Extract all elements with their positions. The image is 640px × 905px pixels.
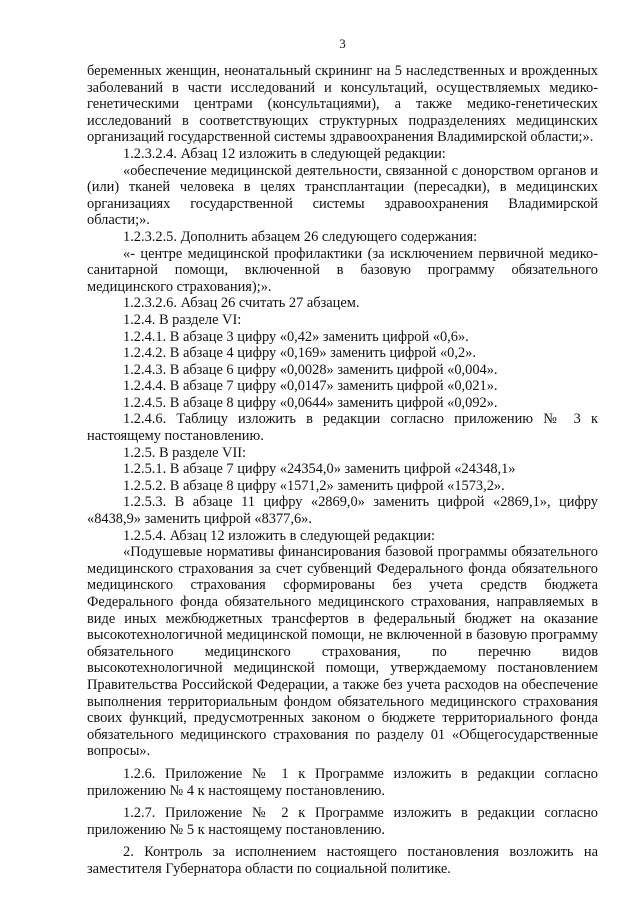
- paragraph: 1.2.4.5. В абзаце 8 цифру «0,0644» заменить цифрой «0,092».: [123, 394, 498, 411]
- paragraph: беременных женщин, неонатальный скрининг на 5 наследственных и врожденных заболеваний в части исследований и консультаций, осуществляемых медико-генетическими центрами (консультациями), а также медико-генетических исследований в соответствующих структурных подразделениях медицинских организаций государственной системы здравоохранения Владимирской области;».: [87, 63, 598, 146]
- paragraph: 1.2.5.4. Абзац 12 изложить в следующей редакции:: [123, 527, 435, 544]
- document-body: [87, 63, 598, 878]
- paragraph: 1.2.4.3. В абзаце 6 цифру «0,0028» заменить цифрой «0,004».: [123, 361, 498, 378]
- paragraph: 1.2.4.2. В абзаце 4 цифру «0,169» заменить цифрой «0,2».: [123, 345, 476, 362]
- paragraph: 1.2.7. Приложение № 2 к Программе изложить в редакции согласно приложению № 5 к настоящему постановлению.: [87, 805, 598, 838]
- paragraph: «Подушевые нормативы финансирования базовой программы обязательного медицинского страхования за счет субвенций Федерального фонда обязательного медицинского страхования сформированы без учета средств бюджета Федерального фонда обязательного медицинского страхования, направляемых в виде иных межбюджетных трансфертов в федеральный бюджет на оказание высокотехнологичной медицинской помощи, не включенной в базовую программу обязательного медицинского страхования, по перечню видов высокотехнологичной медицинской помощи, утверждаемому постановлением Правительства Российской Федерации, а также без учета расходов на обеспечение выполнения территориальным фондом обязательного медицинского страхования своих функций, предусмотренных законом о бюджете территориального фонда обязательного медицинского страхования по разделу 01 «Общегосударственные вопросы».: [87, 544, 598, 760]
- paragraph: 1.2.4. В разделе VI:: [123, 311, 242, 328]
- page-number: 3: [339, 36, 346, 51]
- paragraph: 1.2.4.6. Таблицу изложить в редакции согласно приложению № 3 к настоящему постановлению.: [87, 411, 598, 445]
- paragraph: 1.2.3.2.5. Дополнить абзацем 26 следующего содержания:: [123, 228, 478, 245]
- paragraph: 1.2.6. Приложение № 1 к Программе изложить в редакции согласно приложению № 4 к настоящему постановлению.: [87, 765, 598, 799]
- paragraph: 1.2.3.2.4. Абзац 12 изложить в следующей редакции:: [123, 145, 446, 162]
- paragraph: 1.2.5.1. В абзаце 7 цифру «24354,0» заменить цифрой «24348,1»: [123, 461, 516, 478]
- paragraph: «обеспечение медицинской деятельности, связанной с донорством органов и (или) тканей человека в целях трансплантации (пересадки), в медицинских организациях государственной системы здравоохранения Владимирской области;».: [87, 162, 598, 229]
- paragraph: 1.2.5.3. В абзаце 11 цифру «2869,0» заменить цифрой «2869,1», цифру «8438,9» заменить цифрой «8377,6».: [87, 494, 598, 528]
- paragraph: 1.2.4.4. В абзаце 7 цифру «0,0147» заменить цифрой «0,021».: [123, 378, 498, 395]
- paragraph: 2. Контроль за исполнением настоящего постановления возложить на заместителя Губернатора области по социальной политике.: [87, 844, 598, 877]
- paragraph: 1.2.4.1. В абзаце 3 цифру «0,42» заменить цифрой «0,6».: [123, 328, 469, 345]
- paragraph: «- центре медицинской профилактики (за исключением первичной медико-санитарной помощи, включенной в базовую программу обязательного медицинского страхования);».: [87, 245, 598, 295]
- paragraph: 1.2.5. В разделе VII:: [123, 444, 247, 461]
- paragraph: 1.2.3.2.6. Абзац 26 считать 27 абзацем.: [123, 295, 360, 312]
- paragraph: 1.2.5.2. В абзаце 8 цифру «1571,2» заменить цифрой «1573,2».: [123, 477, 505, 494]
